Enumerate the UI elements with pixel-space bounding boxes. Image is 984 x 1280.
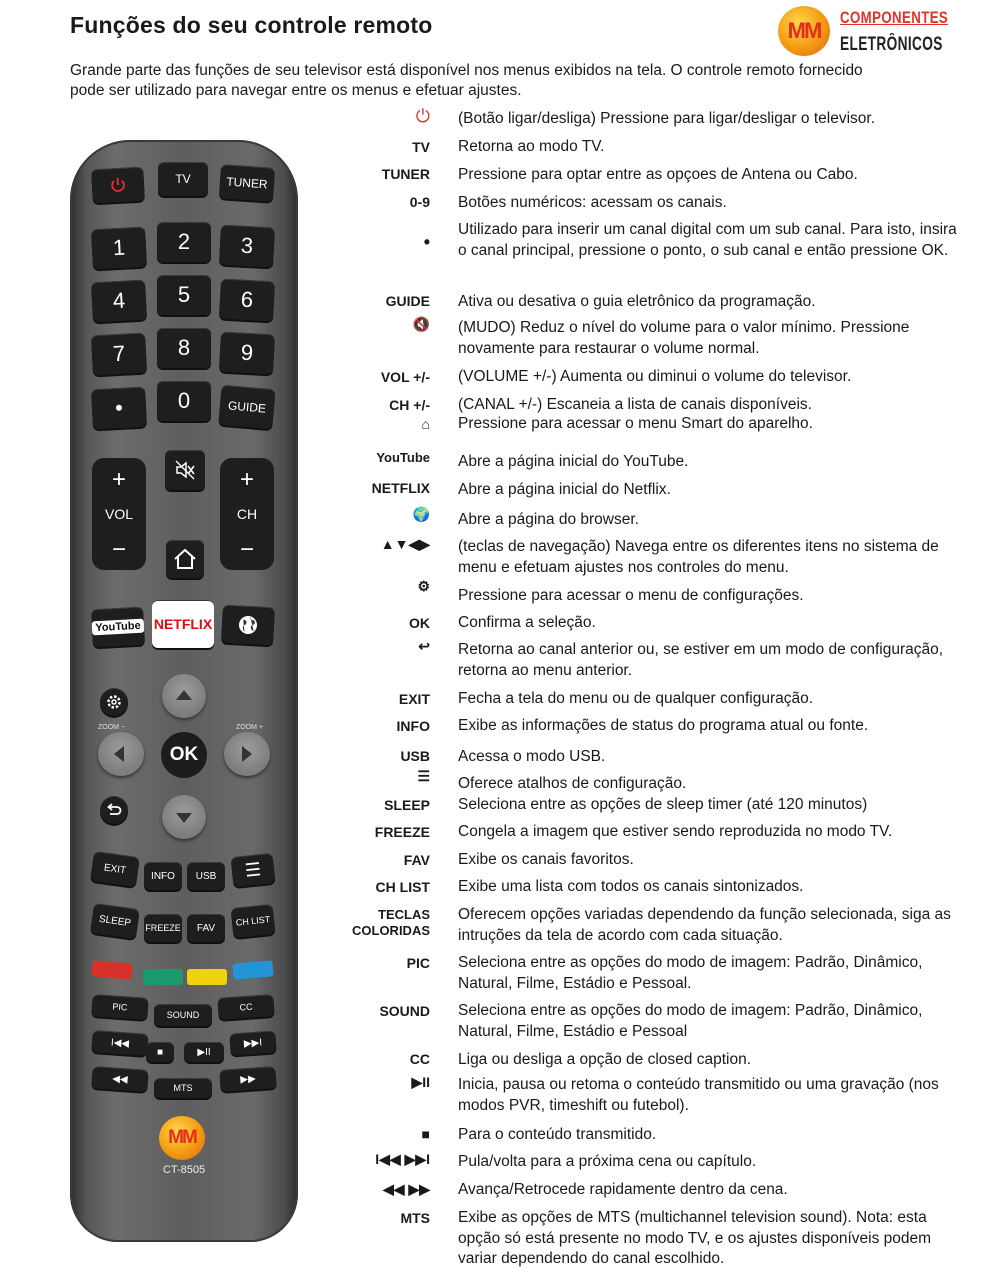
function-key-16: ↩ xyxy=(418,638,430,654)
function-desc-20: Oferece atalhos de configuração. xyxy=(458,775,687,792)
down-arrow-icon xyxy=(162,795,206,839)
menu-button xyxy=(231,853,276,887)
function-desc-18: Exibe as informações de status do programa atual ou fonte. xyxy=(458,717,869,734)
ch-label: CH xyxy=(236,506,258,522)
function-desc-19: Acessa o modo USB. xyxy=(458,748,606,765)
function-desc-26: Seleciona entre as opções do modo de imagem: Padrão, Dinâmico, Natural, Filme, Estádio e Pessoal. xyxy=(458,954,923,992)
chlist-button: CH LIST xyxy=(231,904,276,938)
digit-1-button: 1 xyxy=(91,227,147,270)
function-desc-33: Exibe as opções de MTS (multichannel television sound). Nota: esta opção só está presente no modo TV, e os ajustes disponíveis podem variar dependendo do canal escolhido. xyxy=(458,1209,932,1267)
red-key xyxy=(91,960,132,979)
nav-left-button xyxy=(98,732,144,776)
next-button xyxy=(229,1030,276,1055)
remote-model: CT-8505 xyxy=(162,1164,206,1176)
function-desc-0: (Botão ligar/desliga) Pressione para ligar/desligar o televisor. xyxy=(458,110,875,127)
function-key-31: I◀◀ ▶▶I xyxy=(375,1151,430,1167)
function-desc-14: Pressione para acessar o menu de configurações. xyxy=(458,587,804,604)
function-key-15: OK xyxy=(409,615,430,631)
function-desc-5: Ativa ou desativa o guia eletrônico da programação. xyxy=(458,293,816,310)
function-desc-32: Avança/Retrocede rapidamente dentro da cena. xyxy=(458,1181,788,1198)
ch-plus: + xyxy=(239,466,254,493)
function-desc-25: Oferecem opções variadas dependendo da função selecionada, siga as intruções da tela de acordo com cada situação. xyxy=(458,906,951,944)
menu-icon: ☰ xyxy=(243,858,263,881)
function-key-19: USB xyxy=(400,748,430,764)
function-key-6: 🔇 xyxy=(412,316,430,332)
power-icon xyxy=(109,176,128,195)
digit-7-button: 7 xyxy=(91,333,147,376)
function-key-23: FAV xyxy=(403,852,430,868)
ch-minus: − xyxy=(239,536,254,563)
function-desc-8: (CANAL +/-) Escaneia a lista de canais disponíveis. xyxy=(458,396,812,413)
exit-button: EXIT xyxy=(90,851,140,887)
rewind-icon: ◀◀ xyxy=(111,1072,129,1086)
function-key-26: PIC xyxy=(406,955,430,971)
function-desc-17: Fecha a tela do menu ou de qualquer configuração. xyxy=(458,690,814,707)
globe-icon xyxy=(236,613,259,636)
function-key-22: FREEZE xyxy=(374,824,430,840)
mm-logo-badge: MM xyxy=(778,6,830,56)
left-arrow-icon xyxy=(98,732,142,776)
function-key-21: SLEEP xyxy=(384,797,430,813)
function-key-7: VOL +/- xyxy=(380,369,430,385)
function-desc-23: Exibe os canais favoritos. xyxy=(458,851,634,868)
digit-0-button: 0 xyxy=(157,381,211,421)
netflix-button: NETFLIX xyxy=(152,600,214,648)
function-desc-3: Botões numéricos: acessam os canais. xyxy=(458,194,727,211)
youtube-logo: YouTube xyxy=(92,619,144,636)
next-icon: ▶▶I xyxy=(243,1036,263,1050)
cc-button: CC xyxy=(217,994,274,1020)
power-button xyxy=(91,167,145,204)
function-key-13: ▲▼◀▶ xyxy=(380,536,430,552)
function-desc-13: (teclas de navegação) Navega entre os diferentes itens no sistema de menu e efetuam ajustes nos controles do menu. xyxy=(458,538,939,576)
logo-line1: COMPONENTES xyxy=(840,8,949,27)
guide-button: GUIDE xyxy=(218,385,275,430)
function-key-27: SOUND xyxy=(379,1003,430,1019)
function-key-0: ⏻ xyxy=(415,106,430,126)
function-key-8: CH +/- xyxy=(389,397,430,413)
function-desc-22: Congela a imagem que estiver sendo reproduzida no modo TV. xyxy=(458,823,893,840)
logo-line2: ELETRÔNICOS xyxy=(840,34,943,55)
function-desc-29: Inicia, pausa ou retoma o conteúdo transmitido ou uma gravação (nos modos PVR, timeshift ou futebol). xyxy=(458,1076,939,1114)
function-key-28: CC xyxy=(409,1051,430,1067)
rewind-button xyxy=(91,1066,148,1092)
function-desc-9: Pressione para acessar o menu Smart do aparelho. xyxy=(458,415,813,432)
digit-4-button: 4 xyxy=(91,280,147,323)
function-desc-30: Para o conteúdo transmitido. xyxy=(458,1126,657,1143)
brand-logo xyxy=(778,4,949,58)
stop-icon: ■ xyxy=(156,1046,164,1058)
green-key xyxy=(143,969,183,985)
sound-button: SOUND xyxy=(154,1004,212,1026)
forward-button xyxy=(219,1066,276,1092)
function-key-24: CH LIST xyxy=(375,879,430,895)
remote-brand-logo: MM xyxy=(159,1116,205,1160)
function-desc-11: Abre a página inicial do Netflix. xyxy=(458,481,671,498)
function-key-10: YouTube xyxy=(376,450,430,465)
function-desc-15: Confirma a seleção. xyxy=(458,614,596,631)
function-desc-16: Retorna ao canal anterior ou, se estiver em um modo de configuração, retorna ao menu anterior. xyxy=(458,641,944,679)
right-arrow-icon xyxy=(224,732,268,776)
nav-up-button xyxy=(162,674,206,718)
pic-button: PIC xyxy=(91,994,148,1020)
digit-2-button: 2 xyxy=(157,222,211,262)
nav-down-button xyxy=(162,795,206,839)
function-key-32: ◀◀ ▶▶ xyxy=(383,1181,430,1197)
function-key-5: GUIDE xyxy=(385,293,430,309)
vol-label: VOL xyxy=(104,506,133,522)
function-key-25: TECLAS COLORIDAS xyxy=(352,907,430,938)
function-key-29: ▶II xyxy=(411,1074,430,1090)
browser-button xyxy=(221,605,275,646)
function-desc-12: Abre a página do browser. xyxy=(458,511,639,528)
function-desc-27: Seleciona entre as opções do modo de imagem: Padrão, Dinâmico, Natural, Filme, Estádio e Pessoal xyxy=(458,1002,923,1040)
digit-6-button: 6 xyxy=(219,279,275,322)
back-arrow-icon xyxy=(106,803,122,817)
zoom-minus-label: ZOOM − xyxy=(98,724,126,731)
function-key-3: 0-9 xyxy=(409,194,430,210)
tuner-button: TUNER xyxy=(219,164,275,202)
up-arrow-icon xyxy=(162,674,206,718)
function-desc-24: Exibe uma lista com todos os canais sintonizados. xyxy=(458,878,804,895)
digit-8-button: 8 xyxy=(157,328,211,368)
tv-button: TV xyxy=(158,162,208,196)
stop-button xyxy=(146,1042,174,1062)
function-key-18: INFO xyxy=(396,718,430,734)
yellow-key xyxy=(187,969,227,985)
vol-minus: − xyxy=(111,536,126,563)
play-pause-icon: ▶II xyxy=(197,1046,211,1058)
digit-9-button: 9 xyxy=(219,332,275,375)
mute-button xyxy=(165,450,205,490)
mts-button: MTS xyxy=(154,1078,212,1098)
function-key-9: ⌂ xyxy=(421,416,430,432)
function-desc-6: (MUDO) Reduz o nível do volume para o valor mínimo. Pressione novamente para restaurar o volume normal. xyxy=(458,319,910,357)
forward-icon: ▶▶ xyxy=(239,1072,257,1086)
page-title: Funções do seu controle remoto xyxy=(70,12,433,38)
ok-button: OK xyxy=(161,732,207,778)
function-desc-7: (VOLUME +/-) Aumenta ou diminui o volume do televisor. xyxy=(458,368,852,385)
function-desc-31: Pula/volta para a próxima cena ou capítulo. xyxy=(458,1153,757,1170)
function-key-4: • xyxy=(423,232,430,252)
function-key-33: MTS xyxy=(400,1210,430,1226)
function-desc-10: Abre a página inicial do YouTube. xyxy=(458,453,689,470)
vol-plus: + xyxy=(111,466,126,493)
prev-button xyxy=(91,1030,148,1056)
zoom-plus-label: ZOOM + xyxy=(236,724,264,731)
prev-icon: I◀◀ xyxy=(110,1036,130,1050)
blue-key xyxy=(232,960,273,979)
fav-button: FAV xyxy=(187,914,225,942)
digit-3-button: 3 xyxy=(219,225,275,268)
volume-rocker xyxy=(92,458,146,570)
usb-button: USB xyxy=(187,862,225,890)
function-key-30: ■ xyxy=(421,1126,430,1142)
function-key-20: ☰ xyxy=(417,768,430,784)
function-desc-2: Pressione para optar entre as opçoes de Antena ou Cabo. xyxy=(458,166,858,183)
sleep-button: SLEEP xyxy=(90,903,140,939)
youtube-button xyxy=(91,607,145,648)
settings-button xyxy=(100,688,128,716)
function-key-11: NETFLIX xyxy=(371,480,430,496)
function-desc-1: Retorna ao modo TV. xyxy=(458,138,605,155)
channel-rocker xyxy=(220,458,274,570)
intro-paragraph: Grande parte das funções de seu televisor está disponível nos menus exibidos na tela. O controle remoto fornecido pode ser utilizado para navegar entre os menus e efetuar ajustes. xyxy=(70,62,863,99)
remote-control-image xyxy=(70,140,298,1242)
function-key-14: ⚙ xyxy=(417,578,430,594)
nav-right-button xyxy=(224,732,270,776)
function-desc-21: Seleciona entre as opções de sleep timer (até 120 minutos) xyxy=(458,796,868,813)
function-key-12: 🌍 xyxy=(412,506,430,522)
gear-icon xyxy=(106,694,122,710)
mute-icon xyxy=(174,459,196,481)
function-desc-28: Liga ou desliga a opção de closed caption. xyxy=(458,1051,751,1068)
function-key-17: EXIT xyxy=(398,691,430,707)
freeze-button: FREEZE xyxy=(144,914,182,942)
function-key-2: TUNER xyxy=(381,166,430,182)
info-button: INFO xyxy=(144,862,182,890)
home-button xyxy=(166,540,204,578)
play-pause-button xyxy=(184,1042,224,1062)
digit-5-button: 5 xyxy=(157,275,211,315)
back-button xyxy=(100,796,128,824)
function-desc-4: Utilizado para inserir um canal digital com um sub canal. Para isto, insira o canal principal, pressione o ponto, o sub canal e então pressione OK. xyxy=(458,221,957,259)
function-key-1: TV xyxy=(412,139,430,155)
home-icon xyxy=(173,548,197,570)
dot-button: • xyxy=(91,387,147,430)
